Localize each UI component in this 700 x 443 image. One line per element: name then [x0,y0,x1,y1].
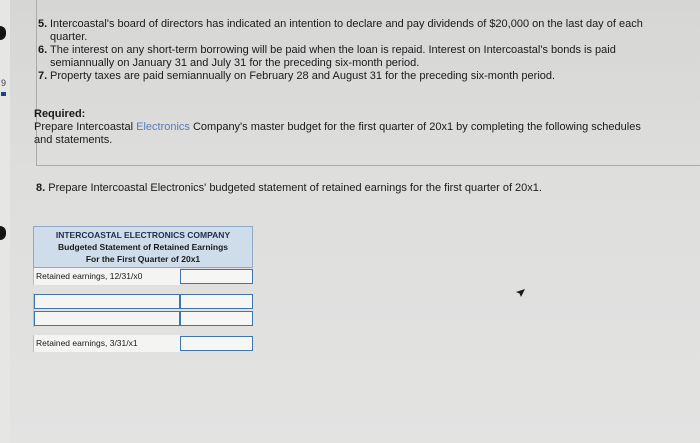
statement-title: Budgeted Statement of Retained Earnings [57,242,229,252]
statement-header [33,226,253,268]
question-text: Prepare Intercoastal Electronics' budgeted statement of retained earnings for the first quarter of 20x1. [48,182,542,194]
instructions-list [38,18,662,83]
question-8 [36,182,656,195]
question-number: 8. [36,182,46,194]
row-label: Retained earnings, 3/31/x1 [34,335,180,352]
table-row [33,268,253,285]
required-text-part: Company's master budget for the first quarter of 20x1 by completing the following schedules and statements. [34,121,641,146]
mouse-pointer-icon [514,287,526,299]
page-number: 9 [1,78,7,88]
edge-handle-bottom [0,226,6,240]
amount-input[interactable] [180,294,253,309]
instruction-item-6 [38,44,662,70]
instruction-item-5 [38,18,662,44]
amount-input[interactable] [180,269,253,284]
table-row [33,310,253,327]
statement-company: INTERCOASTAL ELECTRONICS COMPANY [55,230,231,240]
amount-input[interactable] [180,336,253,351]
row-label-input[interactable] [34,311,180,326]
amount-input[interactable] [180,311,253,326]
edge-handle-top [0,26,6,40]
required-text-highlight: Electronics [136,121,190,133]
page-marker [1,92,6,96]
instruction-text: Property taxes are paid semiannually on February 28 and August 31 for the preceding six-month period. [50,70,556,82]
required-section [34,108,654,147]
required-text [34,121,654,147]
instruction-item-7 [38,70,662,83]
required-text-part: Prepare Intercoastal [34,121,137,133]
row-label: Retained earnings, 12/31/x0 [34,268,180,285]
table-spacer [33,285,253,293]
statement-period: For the First Quarter of 20x1 [85,254,201,264]
instruction-text: The interest on any short-term borrowing will be paid when the loan is repaid. Interest on Intercoastal's bonds is paid semiannually on January 31 and July 31 for the preceding six-month period. [50,44,616,69]
retained-earnings-statement [33,226,253,352]
instruction-text: Intercoastal's board of directors has indicated an intention to declare and pay dividends of $20,000 on the last day of each quarter. [50,18,643,43]
row-label-input[interactable] [34,294,180,309]
table-row [33,293,253,310]
required-heading: Required: [34,108,86,120]
instruction-number: 5. [38,18,48,30]
table-spacer [33,327,253,335]
left-edge-strip [0,0,10,443]
instruction-number: 6. [38,44,48,56]
instruction-number: 7. [38,70,48,82]
table-row [33,335,253,352]
